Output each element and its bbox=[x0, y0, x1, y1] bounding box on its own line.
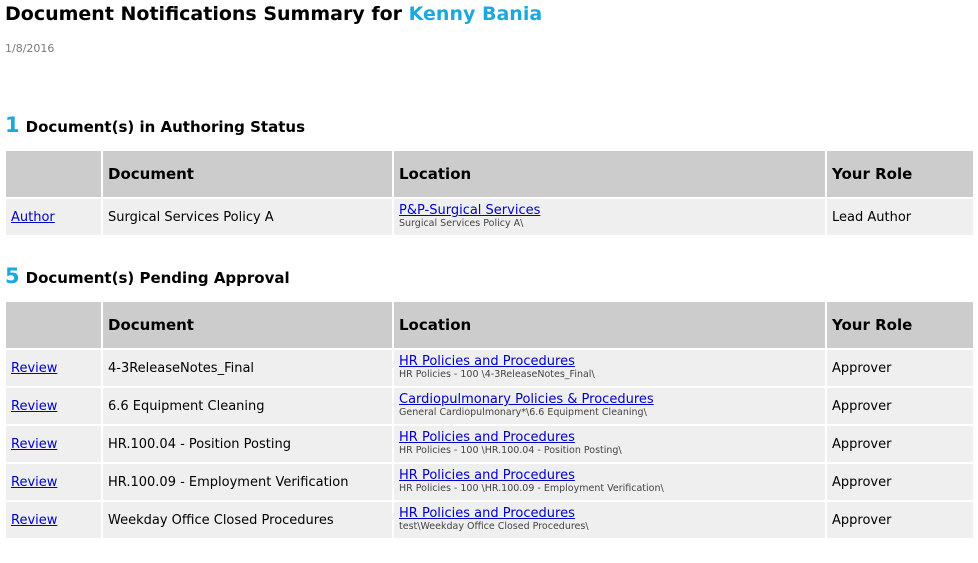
pending-table bbox=[4, 300, 975, 540]
location-cell bbox=[394, 426, 825, 462]
authoring-count: 1 bbox=[5, 113, 20, 137]
pending-heading-text: Document(s) Pending Approval bbox=[25, 269, 290, 287]
document-cell: HR.100.04 - Position Posting bbox=[103, 426, 392, 462]
role-cell: Lead Author bbox=[827, 199, 973, 235]
location-cell bbox=[394, 199, 825, 235]
table-row bbox=[6, 199, 973, 235]
summary-date: 1/8/2016 bbox=[5, 42, 55, 55]
location-path: General Cardiopulmonary*\6.6 Equipment Cleaning\ bbox=[399, 407, 647, 418]
pending-header-row bbox=[6, 302, 973, 348]
location-path: HR Policies - 100 \HR.100.09 - Employment Verification\ bbox=[399, 483, 664, 494]
authoring-table bbox=[4, 149, 975, 237]
document-cell: 4-3ReleaseNotes_Final bbox=[103, 350, 392, 386]
location-path: HR Policies - 100 \4-3ReleaseNotes_Final\ bbox=[399, 369, 595, 380]
title-prefix: Document Notifications Summary for bbox=[5, 3, 403, 25]
document-cell: 6.6 Equipment Cleaning bbox=[103, 388, 392, 424]
document-cell: Surgical Services Policy A bbox=[103, 199, 392, 235]
location-path: HR Policies - 100 \HR.100.04 - Position Posting\ bbox=[399, 445, 622, 456]
table-row bbox=[6, 502, 973, 538]
location-cell bbox=[394, 388, 825, 424]
role-cell: Approver bbox=[827, 464, 973, 500]
page-title bbox=[5, 0, 542, 28]
location-link[interactable]: Cardiopulmonary Policies & Procedures bbox=[399, 392, 654, 407]
role-cell: Approver bbox=[827, 350, 973, 386]
authoring-section-heading bbox=[5, 112, 305, 138]
location-cell bbox=[394, 350, 825, 386]
review-link[interactable]: Review bbox=[11, 512, 58, 528]
review-link[interactable]: Review bbox=[11, 360, 58, 376]
table-row bbox=[6, 464, 973, 500]
user-name: Kenny Bania bbox=[408, 3, 543, 25]
table-row bbox=[6, 426, 973, 462]
role-cell: Approver bbox=[827, 388, 973, 424]
document-column-header: Document bbox=[103, 151, 392, 197]
authoring-heading-text: Document(s) in Authoring Status bbox=[25, 118, 305, 136]
document-column-header: Document bbox=[103, 302, 392, 348]
location-column-header: Location bbox=[394, 302, 825, 348]
role-cell: Approver bbox=[827, 502, 973, 538]
location-path: test\Weekday Office Closed Procedures\ bbox=[399, 521, 589, 532]
pending-section-heading bbox=[5, 263, 290, 289]
document-cell: Weekday Office Closed Procedures bbox=[103, 502, 392, 538]
location-column-header: Location bbox=[394, 151, 825, 197]
author-link[interactable]: Author bbox=[11, 209, 55, 225]
pending-count: 5 bbox=[5, 264, 20, 288]
action-cell bbox=[6, 199, 101, 235]
table-row bbox=[6, 350, 973, 386]
location-link[interactable]: HR Policies and Procedures bbox=[399, 506, 575, 521]
location-path: Surgical Services Policy A\ bbox=[399, 218, 524, 229]
action-cell bbox=[6, 350, 101, 386]
action-cell bbox=[6, 502, 101, 538]
location-link[interactable]: P&P-Surgical Services bbox=[399, 203, 541, 218]
table-row bbox=[6, 388, 973, 424]
role-column-header: Your Role bbox=[827, 302, 973, 348]
action-column-header bbox=[6, 151, 101, 197]
action-cell bbox=[6, 426, 101, 462]
role-column-header: Your Role bbox=[827, 151, 973, 197]
location-cell bbox=[394, 502, 825, 538]
role-cell: Approver bbox=[827, 426, 973, 462]
location-cell bbox=[394, 464, 825, 500]
location-link[interactable]: HR Policies and Procedures bbox=[399, 354, 575, 369]
review-link[interactable]: Review bbox=[11, 398, 58, 414]
action-column-header bbox=[6, 302, 101, 348]
review-link[interactable]: Review bbox=[11, 436, 58, 452]
location-link[interactable]: HR Policies and Procedures bbox=[399, 468, 575, 483]
review-link[interactable]: Review bbox=[11, 474, 58, 490]
authoring-header-row bbox=[6, 151, 973, 197]
document-cell: HR.100.09 - Employment Verification bbox=[103, 464, 392, 500]
location-link[interactable]: HR Policies and Procedures bbox=[399, 430, 575, 445]
action-cell bbox=[6, 388, 101, 424]
action-cell bbox=[6, 464, 101, 500]
